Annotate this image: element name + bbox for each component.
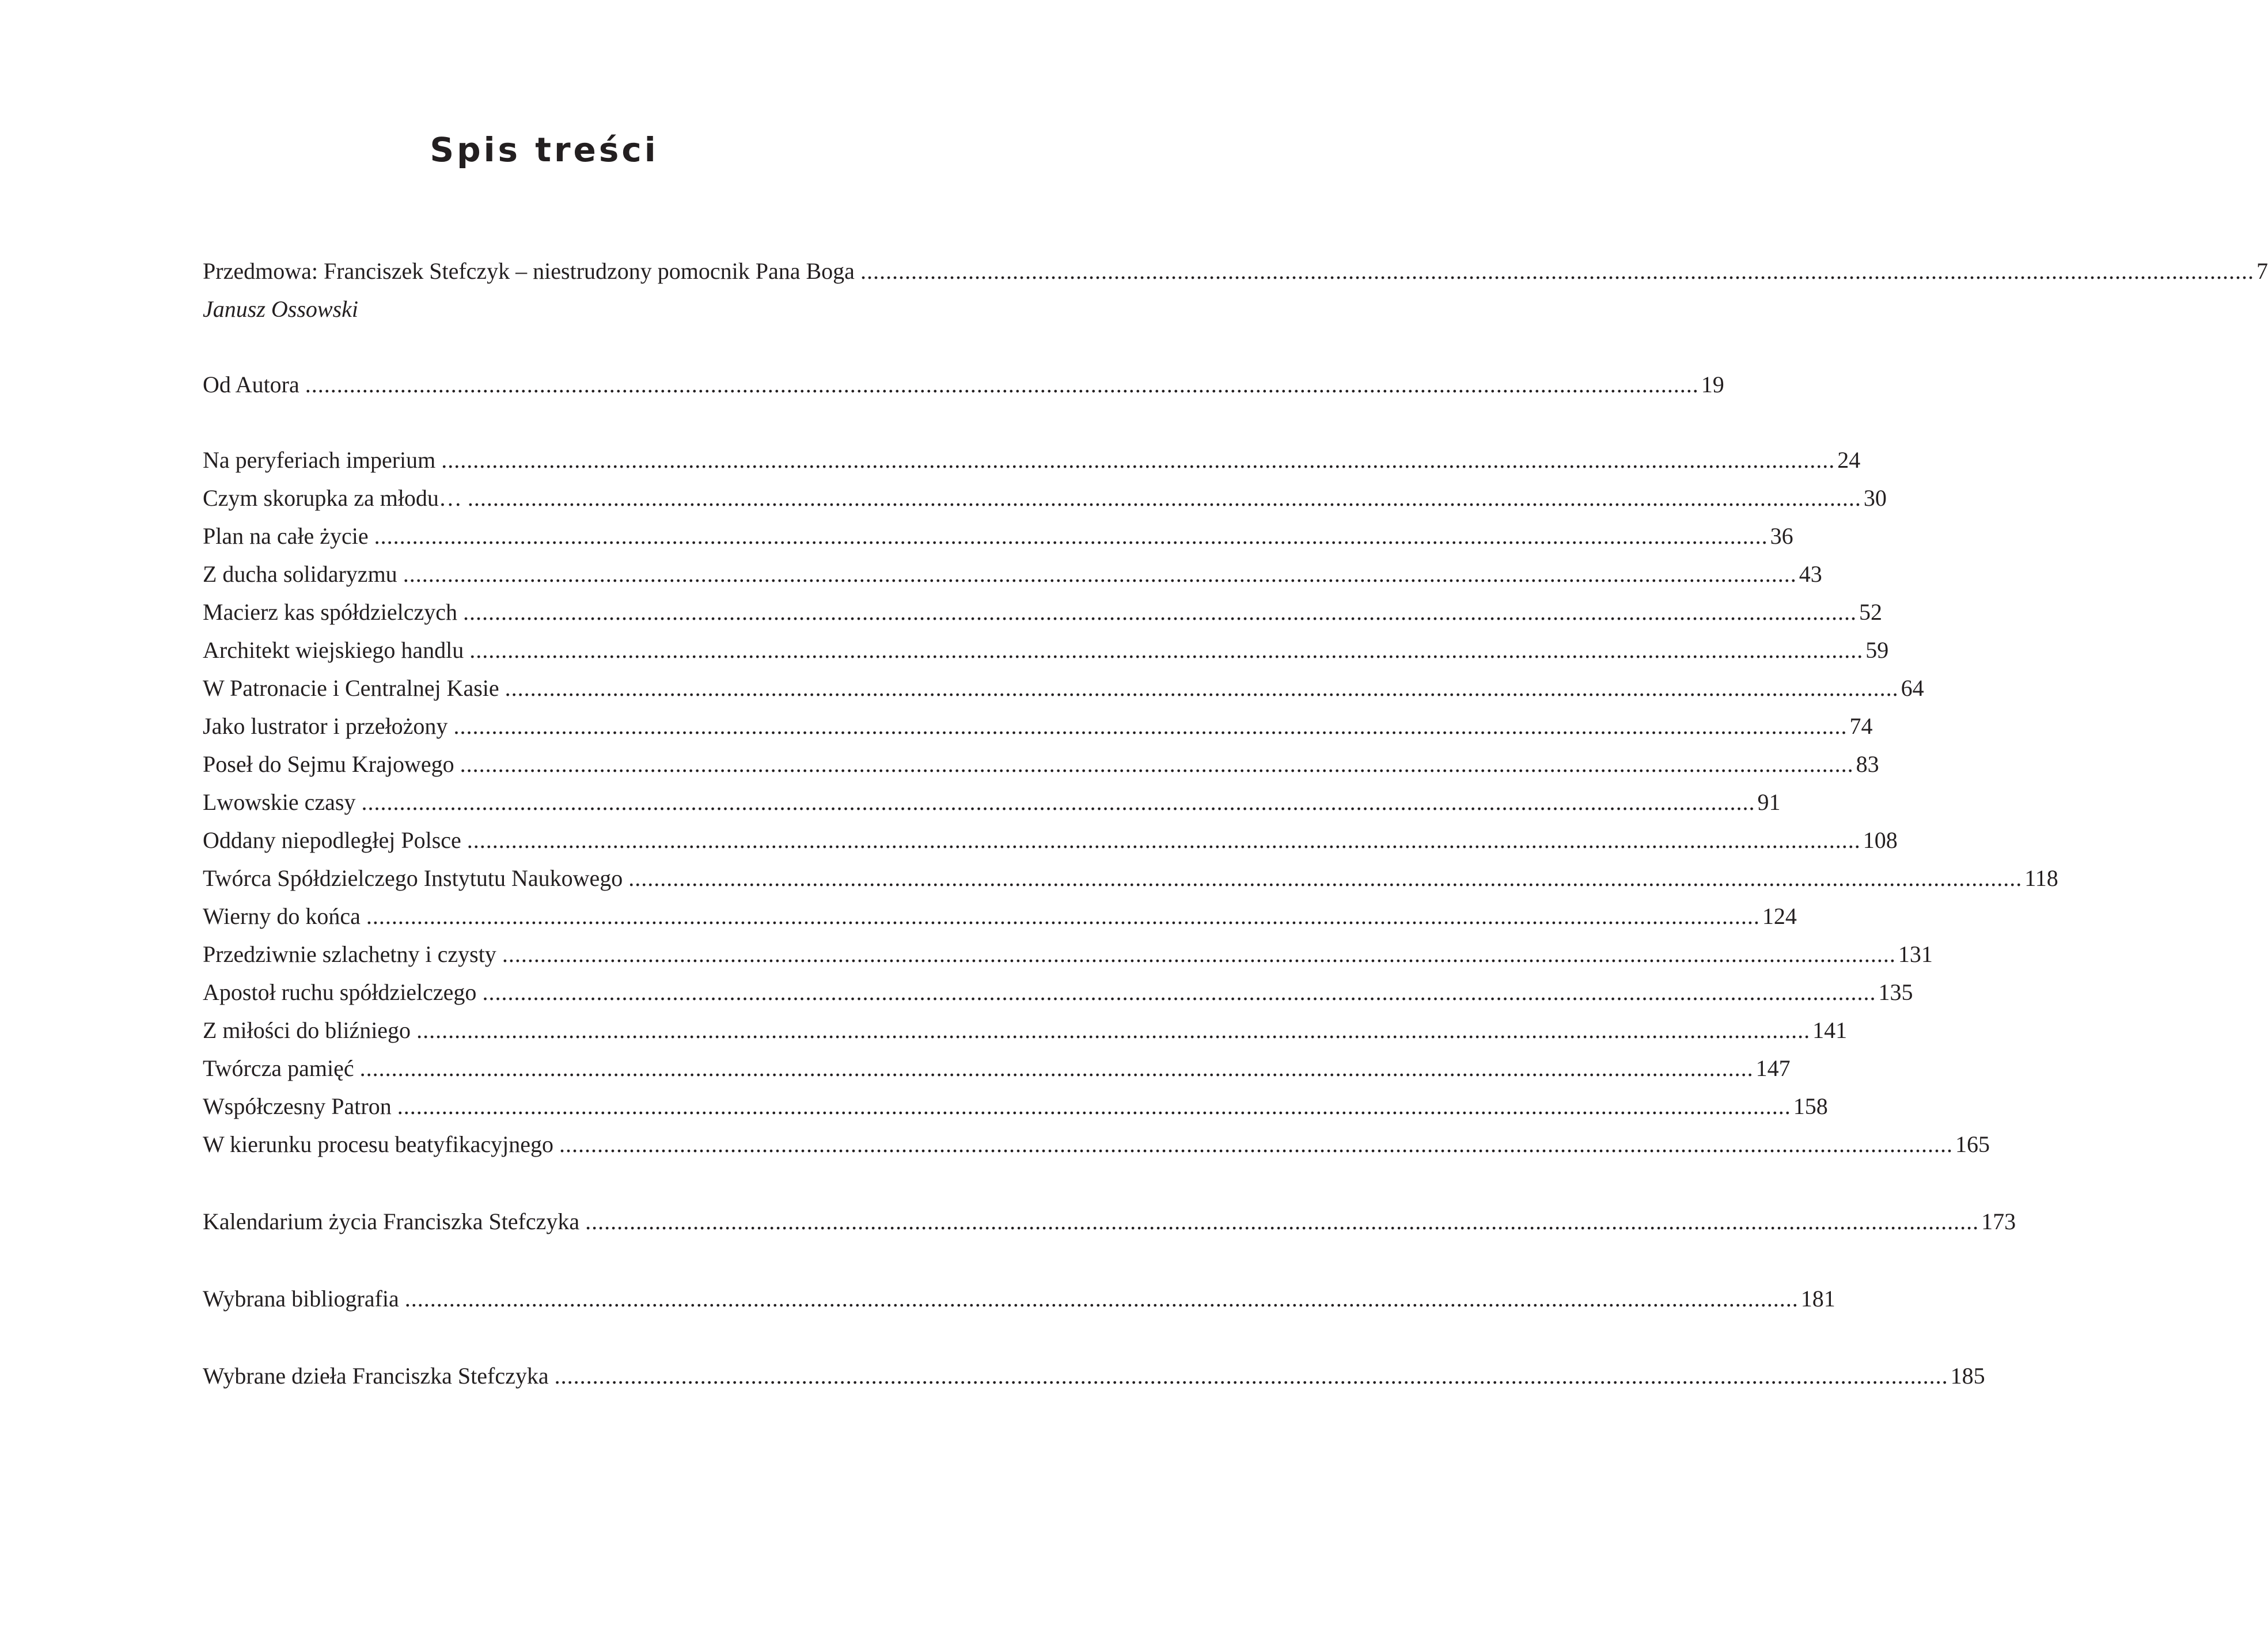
- toc-entry-page: 43: [1799, 561, 1822, 587]
- dot-leader: ............................................................................................................................................................................................................................: [404, 1286, 1799, 1312]
- dot-leader: ............................................................................................................................................................................................................................: [505, 675, 1899, 701]
- toc-entry-label: Od Autora: [203, 372, 299, 397]
- toc-entry-page: 83: [1856, 751, 1879, 777]
- toc-entry-label: Macierz kas spółdzielczych: [203, 599, 458, 625]
- toc-entry-chapter: [203, 1126, 1990, 1164]
- preface-author: Janusz Ossowski: [203, 296, 359, 322]
- dot-leader: ............................................................................................................................................................................................................................: [460, 751, 1854, 777]
- toc-entry-chapter: [203, 973, 1913, 1011]
- toc-entry-label: Z miłości do bliźniego: [203, 1017, 411, 1043]
- toc-entry-chapter: [203, 1088, 1828, 1126]
- toc-entry-page: 36: [1770, 523, 1793, 549]
- toc-entry-page: 64: [1901, 675, 1924, 701]
- toc-entry-page: 74: [1849, 713, 1873, 739]
- toc-entry-chapter: [203, 555, 1822, 593]
- toc-entry-preface: [203, 252, 2268, 290]
- dot-leader: ............................................................................................................................................................................................................................: [467, 827, 1861, 853]
- dot-leader: ............................................................................................................................................................................................................................: [359, 1055, 1754, 1081]
- toc-entry-page: 124: [1762, 903, 1797, 929]
- toc-entry-page: 59: [1865, 637, 1889, 663]
- toc-entry-appendix: [203, 1357, 1985, 1395]
- toc-entry-chapter: [203, 479, 1887, 517]
- toc-entry-label: Oddany niepodległej Polsce: [203, 827, 461, 853]
- toc-entry-chapter: [203, 1011, 1848, 1049]
- toc-entry-page: 30: [1863, 485, 1887, 511]
- toc-entry-label: Przedmowa: Franciszek Stefczyk – niestrudzony pomocnik Pana Boga: [203, 258, 855, 284]
- dot-leader: ............................................................................................................................................................................................................................: [403, 561, 1797, 587]
- toc-entry-chapter: [203, 517, 1793, 555]
- chapter-list: [203, 441, 2058, 1164]
- toc-entry-chapter: [203, 783, 1781, 821]
- table-of-contents: [203, 252, 2268, 1395]
- toc-entry-from-author: [203, 366, 1724, 404]
- toc-entry-label: Współczesny Patron: [203, 1093, 392, 1119]
- toc-entry-page: 108: [1863, 827, 1898, 853]
- dot-leader: ............................................................................................................................................................................................................................: [585, 1208, 1979, 1234]
- toc-entry-chapter: [203, 441, 1861, 479]
- toc-entry-chapter: [203, 1049, 1791, 1088]
- toc-entry-page: 165: [1955, 1131, 1990, 1157]
- dot-leader: ............................................................................................................................................................................................................................: [416, 1017, 1811, 1043]
- toc-entry-label: Z ducha solidaryzmu: [203, 561, 397, 587]
- toc-entry-page: 185: [1950, 1363, 1985, 1389]
- toc-entry-chapter: [203, 593, 1883, 631]
- dot-leader: ............................................................................................................................................................................................................................: [482, 979, 1876, 1005]
- toc-entry-page: 141: [1812, 1017, 1848, 1043]
- toc-entry-page: 91: [1757, 789, 1781, 815]
- toc-entry-label: Lwowskie czasy: [203, 789, 356, 815]
- toc-entry-page: 181: [1800, 1286, 1835, 1312]
- toc-entry-page: 52: [1859, 599, 1883, 625]
- dot-leader: ............................................................................................................................................................................................................................: [374, 523, 1768, 549]
- toc-entry-page: 147: [1755, 1055, 1791, 1081]
- dot-leader: ............................................................................................................................................................................................................................: [502, 941, 1896, 967]
- toc-entry-label: Na peryferiach imperium: [203, 447, 436, 473]
- toc-entry-page: 135: [1878, 979, 1913, 1005]
- toc-entry-chapter: [203, 859, 2058, 897]
- toc-entry-label: Architekt wiejskiego handlu: [203, 637, 464, 663]
- dot-leader: ............................................................................................................................................................................................................................: [366, 903, 1760, 929]
- dot-leader: ............................................................................................................................................................................................................................: [860, 258, 2254, 284]
- toc-entry-label: Wierny do końca: [203, 903, 361, 929]
- dot-leader: ............................................................................................................................................................................................................................: [628, 865, 2023, 891]
- toc-entry-page: 7: [2256, 258, 2268, 284]
- toc-entry-label: Poseł do Sejmu Krajowego: [203, 751, 454, 777]
- dot-leader: ............................................................................................................................................................................................................................: [554, 1363, 1948, 1389]
- dot-leader: ............................................................................................................................................................................................................................: [467, 485, 1861, 511]
- toc-entry-label: Przedziwnie szlachetny i czysty: [203, 941, 496, 967]
- dot-leader: ............................................................................................................................................................................................................................: [559, 1131, 1954, 1157]
- toc-entry-chapter: [203, 935, 1933, 973]
- toc-entry-page: 173: [1981, 1208, 2016, 1234]
- toc-entry-page: 158: [1793, 1093, 1828, 1119]
- toc-entry-chapter: [203, 707, 1873, 745]
- toc-entry-label: Wybrane dzieła Franciszka Stefczyka: [203, 1363, 549, 1389]
- dot-leader: ............................................................................................................................................................................................................................: [361, 789, 1755, 815]
- dot-leader: ............................................................................................................................................................................................................................: [305, 372, 1699, 397]
- dot-leader: ............................................................................................................................................................................................................................: [463, 599, 1857, 625]
- toc-entry-label: W kierunku procesu beatyfikacyjnego: [203, 1131, 554, 1157]
- toc-entry-page: 24: [1837, 447, 1861, 473]
- toc-entry-label: Twórca Spółdzielczego Instytutu Naukowego: [203, 865, 623, 891]
- toc-entry-label: W Patronacie i Centralnej Kasie: [203, 675, 499, 701]
- toc-entry-chapter: [203, 631, 1889, 669]
- toc-entry-label: Twórcza pamięć: [203, 1055, 354, 1081]
- toc-entry-chapter: [203, 745, 1879, 783]
- dot-leader: ............................................................................................................................................................................................................................: [453, 713, 1848, 739]
- toc-entry-label: Wybrana bibliografia: [203, 1286, 399, 1312]
- page-title: Spis treści: [430, 130, 659, 169]
- toc-entry-label: Jako lustrator i przełożony: [203, 713, 448, 739]
- toc-entry-appendix: [203, 1203, 2016, 1241]
- toc-entry-label: Plan na całe życie: [203, 523, 369, 549]
- toc-entry-label: Czym skorupka za młodu…: [203, 485, 462, 511]
- dot-leader: ............................................................................................................................................................................................................................: [441, 447, 1835, 473]
- toc-entry-page: 19: [1701, 372, 1724, 397]
- toc-entry-label: Kalendarium życia Franciszka Stefczyka: [203, 1208, 580, 1234]
- toc-entry-page: 131: [1898, 941, 1933, 967]
- dot-leader: ............................................................................................................................................................................................................................: [469, 637, 1864, 663]
- toc-entry-appendix: [203, 1280, 1835, 1318]
- toc-entry-label: Apostoł ruchu spółdzielczego: [203, 979, 477, 1005]
- toc-entry-page: 118: [2024, 865, 2058, 891]
- toc-entry-chapter: [203, 821, 1898, 859]
- toc-entry-chapter: [203, 897, 1797, 935]
- toc-entry-chapter: [203, 669, 1924, 707]
- dot-leader: ............................................................................................................................................................................................................................: [397, 1093, 1791, 1119]
